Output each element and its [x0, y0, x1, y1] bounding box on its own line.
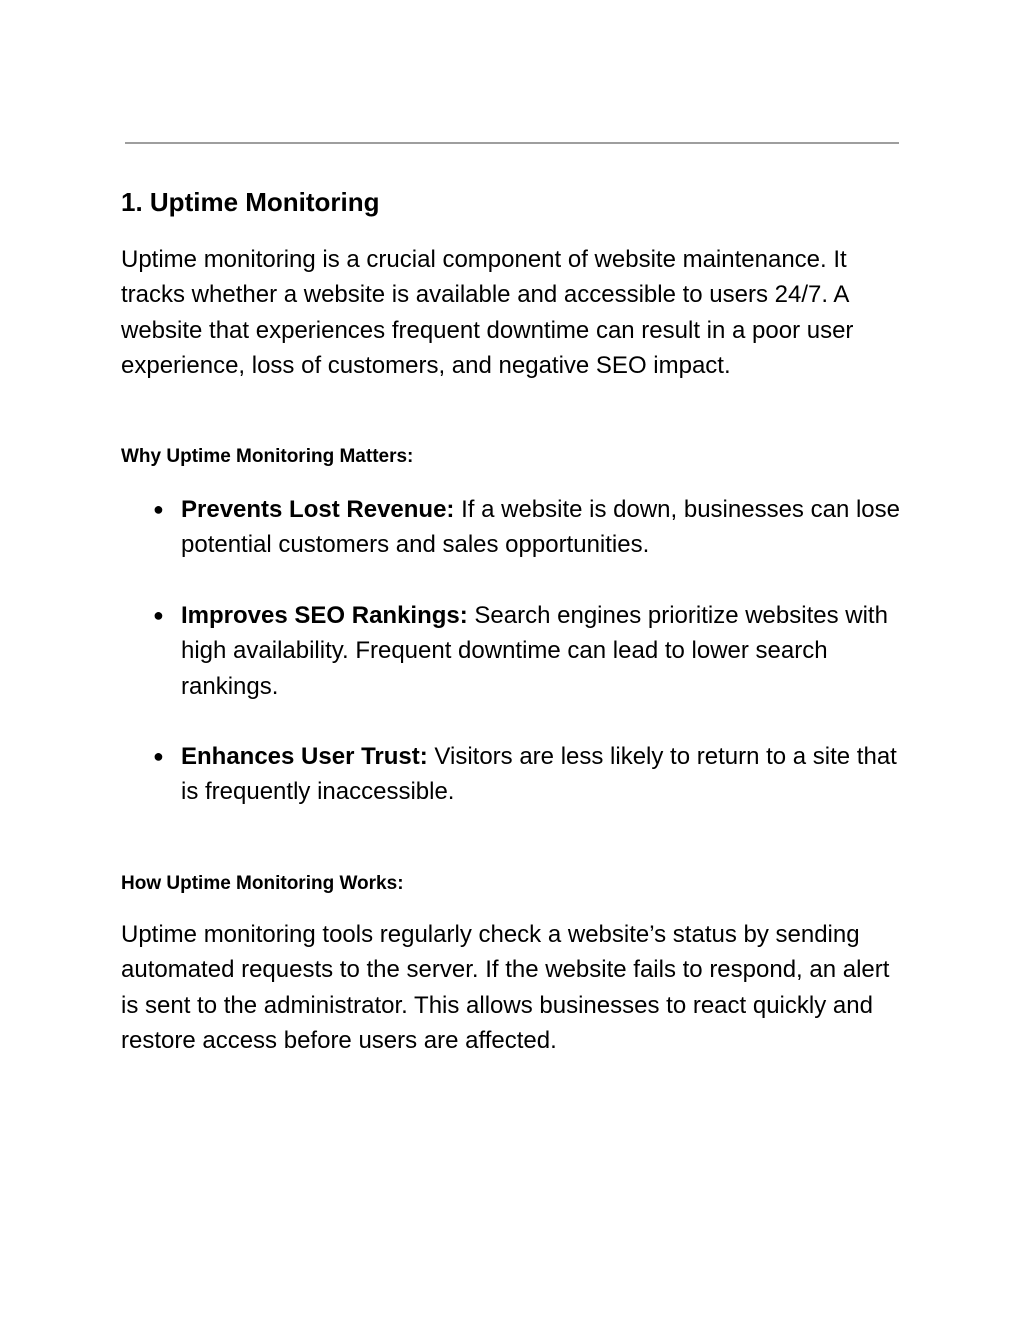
bullet-icon: ●: [153, 605, 164, 625]
how-heading: How Uptime Monitoring Works:: [121, 873, 404, 894]
list-item-body: Visitors are less likely to return to a site that is frequently inaccessible.: [181, 743, 897, 806]
list-item-text: [181, 739, 901, 810]
list-item-body: Search engines prioritize websites with high availability. Frequent downtime can lead to lower search rankings.: [181, 602, 888, 700]
list-item-text: [181, 492, 901, 563]
list-item-title: Prevents Lost Revenue:: [181, 496, 455, 523]
list-item-title: Improves SEO Rankings:: [181, 602, 468, 629]
list-item-text: [181, 598, 901, 704]
list-item-title: Enhances User Trust:: [181, 743, 428, 770]
intro-paragraph: Uptime monitoring is a crucial component of website maintenance. It tracks whether a website is available and accessible to users 24/7. A website that experiences frequent downtime can result in a poor user experience, loss of customers, and negative SEO impact.: [121, 246, 854, 380]
list-item-body: If a website is down, businesses can lose potential customers and sales opportunities.: [181, 496, 900, 559]
section-title: 1. Uptime Monitoring: [121, 187, 380, 217]
how-paragraph: Uptime monitoring tools regularly check a website’s status by sending automated requests to the server. If the website fails to respond, an alert is sent to the administrator. This allows businesses to react quickly and restore access before users are affected.: [121, 921, 890, 1055]
why-heading: Why Uptime Monitoring Matters:: [121, 446, 414, 467]
bullet-icon: ●: [153, 746, 164, 766]
bullet-icon: ●: [153, 499, 164, 519]
horizontal-rule: [125, 142, 899, 144]
